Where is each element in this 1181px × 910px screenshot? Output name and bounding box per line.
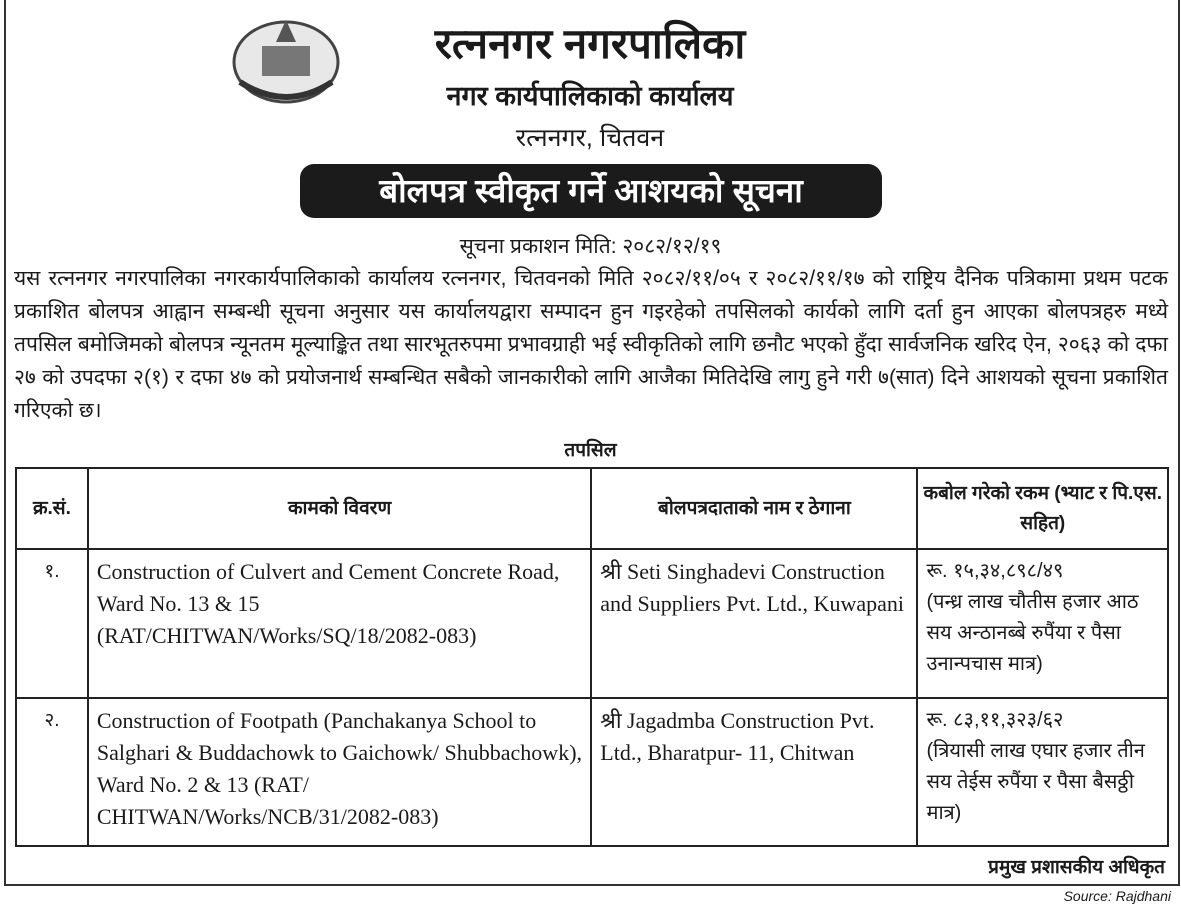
cell-bidder: श्री Seti Singhadevi Construction and Suppliers Pvt. Ltd., Kuwapani — [591, 549, 917, 698]
municipality-name: रत्ननगर नगरपालिका — [434, 20, 746, 67]
publish-date: सूचना प्रकाशन मिति: २०८२/१२/१९ — [459, 235, 722, 258]
cell-sn: १. — [16, 549, 88, 698]
cell-work: Construction of Footpath (Panchakanya School to Salghari & Buddachowk to Gaichowk/ Shubbachowk), Ward No. 2 & 13 (RAT/ CHITWAN/Works/NCB/31/2082-083) — [88, 698, 591, 846]
source-credit: Source: Rajdhani — [1063, 888, 1171, 904]
cell-work: Construction of Culvert and Cement Concrete Road, Ward No. 13 & 15 (RAT/CHITWAN/Works/SQ/18/2082-083) — [88, 549, 591, 698]
cell-amount — [917, 549, 1168, 698]
notice-body: यस रत्ननगर नगरपालिका नगरकार्यपालिकाको कार्यालय रत्ननगर, चितवनको मिति २०८२/११/०५ र २०८२/११/१७ को राष्ट्रिय दैनिक पत्रिकामा प्रथम पटक प्रकाशित बोलपत्र आह्वान सम्बन्धी सूचना अनुसार यस कार्यालयद्वारा सम्पादन हुन गइरहेको तपसिलको कार्यको लागि दर्ता हुन आएका बोलपत्रहरु मध्ये तपसिल बमोजिमको बोलपत्र न्यूनतम मूल्याङ्कित तथा सारभूतरुपमा प्रभावग्राही भई स्वीकृतिको लागि छनौट भएको हुँदा सार्वजनिक खरिद ऐन, २०६३ को दफा २७ को उपदफा २(१) र दफा ४७ को प्रयोजनार्थ सम्बन्धित सबैको जानकारीको लागि आजैका मितिदेखि लागु हुने गरी ७(सात) दिने आशयको सूचना प्रकाशित गरिएको छ। — [14, 267, 1168, 422]
cell-bidder: श्री Jagadmba Construction Pvt. Ltd., Bharatpur- 11, Chitwan — [591, 698, 917, 846]
header-bidder: बोलपत्रदाताको नाम र ठेगाना — [591, 468, 917, 549]
office-location: रत्ननगर, चितवन — [515, 124, 665, 152]
table-row — [16, 698, 1168, 846]
table-header-row — [16, 468, 1168, 549]
amount-figure: रू. १५,३४,८९८/४९ — [926, 560, 1064, 582]
cell-amount — [917, 698, 1168, 846]
cell-sn: २. — [16, 698, 88, 846]
amount-figure: रू. ८३,११,३२३/६२ — [926, 709, 1064, 731]
bid-table — [15, 467, 1169, 847]
office-name: नगर कार्यपालिकाको कार्यालय — [446, 81, 734, 111]
notice-title: बोलपत्र स्वीकृत गर्ने आशयको सूचना — [300, 164, 882, 218]
schedule-heading: तपसिल — [564, 440, 617, 461]
signatory: प्रमुख प्रशासकीय अधिकृत — [988, 857, 1165, 878]
header-work: कामको विवरण — [88, 468, 591, 549]
table-row — [16, 549, 1168, 698]
amount-words: (त्रियासी लाख एघार हजार तीन सय तेईस रुपैंया र पैसा बैसठ्ठी मात्र) — [926, 740, 1145, 824]
header-amount: कबोल गरेको रकम (भ्याट र पि.एस. सहित) — [917, 468, 1168, 549]
amount-words: (पन्ध्र लाख चौतीस हजार आठ सय अन्ठानब्बे रुपैंया र पैसा उनान्पचास मात्र) — [926, 591, 1139, 675]
header-sn: क्र.सं. — [16, 468, 88, 549]
